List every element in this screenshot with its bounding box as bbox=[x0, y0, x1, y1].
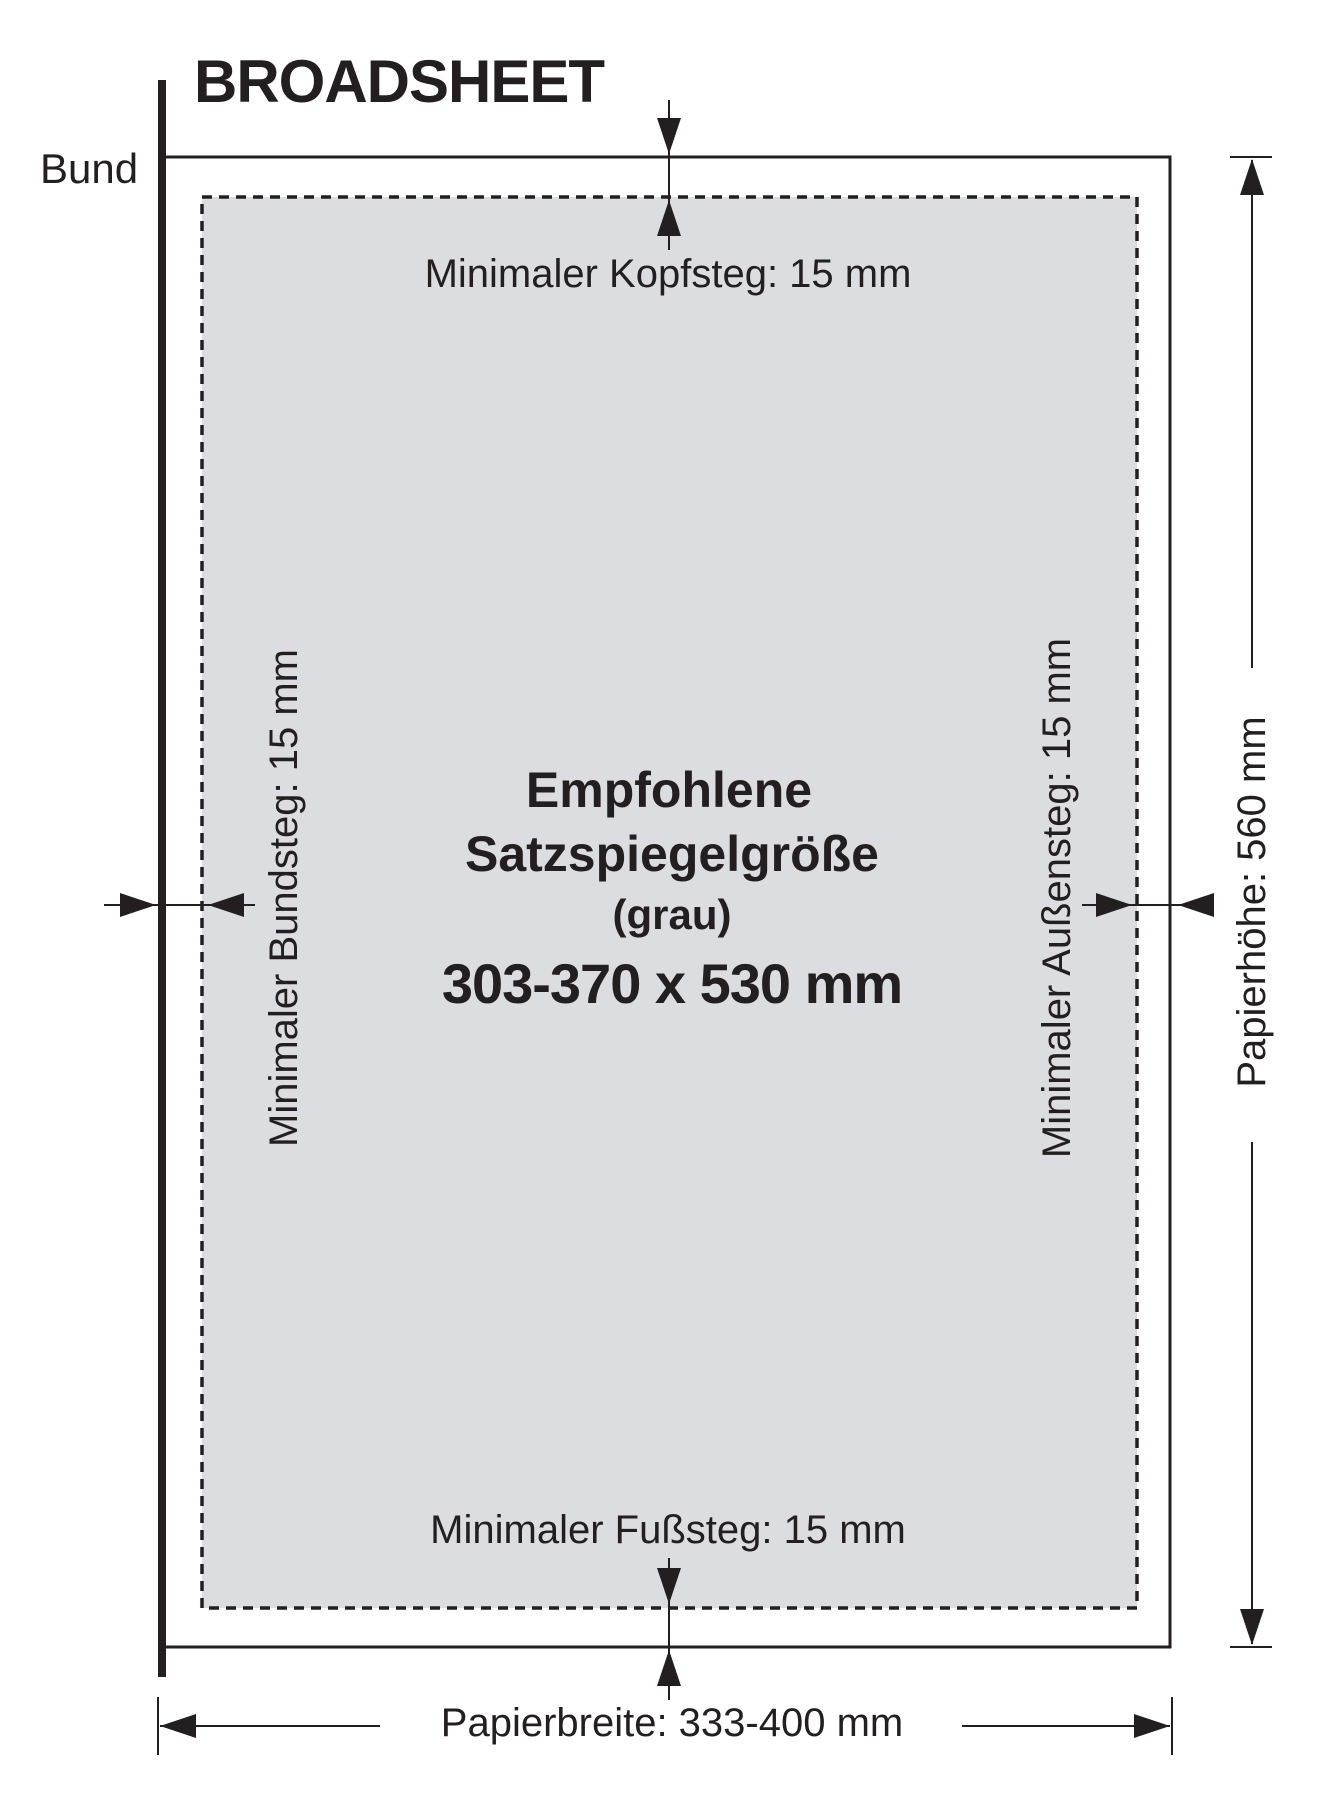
satzspiegel-line2: Satzspiegelgröße bbox=[464, 826, 879, 882]
papierbreite-label: Papierbreite: 333-400 mm bbox=[440, 1701, 904, 1745]
bund-label: Bund bbox=[40, 145, 139, 192]
satzspiegel-info bbox=[442, 758, 902, 1024]
satzspiegel-line1: Empfohlene bbox=[525, 762, 813, 818]
diagram-title: BROADSHEET bbox=[194, 48, 605, 115]
satzspiegel-size: 303-370 x 530 mm bbox=[441, 952, 903, 1015]
aussensteg-label: Minimaler Außensteg: 15 mm bbox=[1035, 637, 1079, 1159]
fusssteg-label: Minimaler Fußsteg: 15 mm bbox=[430, 1508, 906, 1552]
satzspiegel-line3: (grau) bbox=[612, 891, 732, 938]
bundsteg-label: Minimaler Bundsteg: 15 mm bbox=[262, 649, 306, 1147]
kopfsteg-label: Minimaler Kopfsteg: 15 mm bbox=[424, 252, 912, 296]
papierhoehe-label: Papierhöhe: 560 mm bbox=[1230, 716, 1274, 1088]
